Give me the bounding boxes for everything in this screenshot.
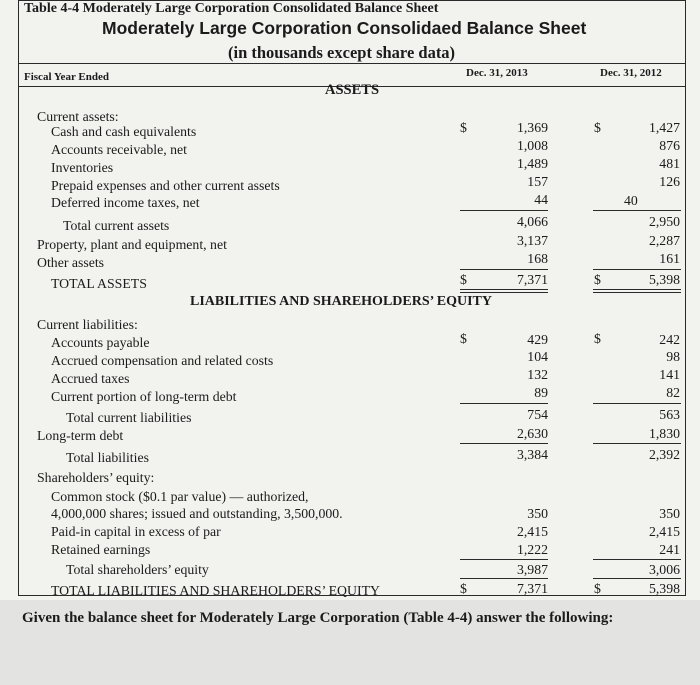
shareholders-equity-label: Shareholders’ equity: — [37, 470, 155, 485]
receivable-2013: 1,008 — [516, 138, 548, 153]
total-current-assets-2012: 2,950 — [648, 214, 680, 229]
accrued-comp-2013: 104 — [527, 349, 548, 364]
deferred-2013: 44 — [534, 192, 548, 207]
dollar-sign: $ — [460, 581, 467, 596]
dollar-sign: $ — [594, 272, 601, 287]
inventories-label: Inventories — [51, 160, 114, 175]
paid-in-capital-label: Paid-in capital in excess of par — [51, 524, 221, 539]
subtotal-rule — [593, 403, 681, 404]
subtotal-rule — [460, 210, 548, 211]
total-rule — [460, 578, 548, 579]
cash-2013: 1,369 — [516, 120, 548, 135]
dollar-sign: $ — [460, 120, 467, 135]
payable-label: Accounts payable — [51, 335, 150, 350]
dollar-sign: $ — [594, 581, 601, 596]
current-liabilities-label: Current liabilities: — [37, 317, 138, 332]
common-stock-line2: 4,000,000 shares; issued and outstanding, 3,500,000. — [51, 506, 343, 521]
retained-earnings-label: Retained earnings — [51, 542, 151, 557]
subtotal-rule — [460, 559, 548, 560]
prepaid-2013: 157 — [527, 174, 548, 189]
other-assets-2012: 161 — [659, 251, 680, 266]
retained-earnings-2013: 1,222 — [516, 542, 548, 557]
total-liabilities-label: Total liabilities — [66, 450, 149, 465]
deferred-2012: 40 — [624, 193, 638, 208]
total-rule — [593, 578, 681, 579]
column-header-2012: Dec. 31, 2012 — [600, 67, 662, 79]
subtotal-rule — [593, 559, 681, 560]
prepaid-2012: 126 — [659, 174, 680, 189]
dollar-sign: $ — [460, 272, 467, 287]
total-rule — [460, 292, 548, 293]
total-liabilities-2013: 3,384 — [516, 447, 548, 462]
total-current-assets-2013: 4,066 — [516, 214, 548, 229]
ppe-2012: 2,287 — [648, 233, 680, 248]
total-rule — [460, 289, 548, 290]
total-assets-2012: 5,398 — [648, 272, 680, 287]
payable-2012: 242 — [659, 332, 680, 347]
accrued-taxes-2013: 132 — [527, 367, 548, 382]
retained-earnings-2012: 241 — [659, 542, 680, 557]
subtotal-rule — [460, 403, 548, 404]
total-current-liabilities-2012: 563 — [659, 407, 680, 422]
total-liabilities-2012: 2,392 — [648, 447, 680, 462]
inventories-2013: 1,489 — [516, 156, 548, 171]
total-equity-2012: 3,006 — [648, 562, 680, 577]
question-text: Given the balance sheet for Moderately Large Corporation (Table 4-4) answer the following: — [22, 610, 614, 626]
column-header-2013: Dec. 31, 2013 — [466, 67, 528, 79]
total-rule — [593, 292, 681, 293]
subtotal-rule — [460, 269, 548, 270]
paid-in-capital-2012: 2,415 — [648, 524, 680, 539]
accrued-comp-label: Accrued compensation and related costs — [51, 353, 274, 368]
total-current-liabilities-2013: 754 — [527, 407, 548, 422]
cash-2012: 1,427 — [648, 120, 680, 135]
current-ltd-label: Current portion of long-term debt — [51, 389, 237, 404]
current-assets-label: Current assets: — [37, 109, 119, 124]
total-liabilities-equity-2013: 7,371 — [516, 581, 548, 596]
prepaid-label: Prepaid expenses and other current assets — [51, 178, 280, 193]
dollar-sign: $ — [594, 120, 601, 135]
total-rule — [593, 289, 681, 290]
ppe-label: Property, plant and equipment, net — [37, 237, 227, 252]
deferred-label: Deferred income taxes, net — [51, 195, 200, 210]
accrued-taxes-2012: 141 — [659, 367, 680, 382]
subtotal-rule — [593, 269, 681, 270]
common-stock-2013: 350 — [527, 506, 548, 521]
long-term-debt-2013: 2,630 — [516, 426, 548, 441]
inventories-2012: 481 — [659, 156, 680, 171]
subtotal-rule — [593, 443, 681, 444]
current-ltd-2012: 82 — [666, 385, 680, 400]
paid-in-capital-2013: 2,415 — [516, 524, 548, 539]
long-term-debt-2012: 1,830 — [648, 426, 680, 441]
long-term-debt-label: Long-term debt — [37, 428, 124, 443]
total-liabilities-equity-label: TOTAL LIABILITIES AND SHAREHOLDERS’ EQUITY — [51, 583, 380, 598]
ppe-2013: 3,137 — [516, 233, 548, 248]
cash-label: Cash and cash equivalents — [51, 124, 197, 139]
total-equity-2013: 3,987 — [516, 562, 548, 577]
total-current-assets-label: Total current assets — [63, 218, 170, 233]
total-assets-2013: 7,371 — [516, 272, 548, 287]
common-stock-line1: Common stock ($0.1 par value) — authorized, — [51, 489, 309, 504]
liabilities-heading: LIABILITIES AND SHAREHOLDERS’ EQUITY — [190, 294, 492, 309]
total-assets-label: TOTAL ASSETS — [51, 276, 147, 291]
accrued-comp-2012: 98 — [666, 349, 680, 364]
other-assets-label: Other assets — [37, 255, 105, 270]
table-subtitle: (in thousands except share data) — [228, 43, 456, 62]
total-current-liabilities-label: Total current liabilities — [66, 410, 192, 425]
fiscal-year-label: Fiscal Year Ended — [24, 71, 109, 83]
subtotal-rule — [460, 443, 548, 444]
dollar-sign: $ — [460, 331, 467, 346]
subtotal-rule — [593, 210, 681, 211]
total-liabilities-equity-2012: 5,398 — [648, 581, 680, 596]
dollar-sign: $ — [594, 331, 601, 346]
total-equity-label: Total shareholders’ equity — [66, 562, 209, 577]
receivable-2012: 876 — [659, 138, 680, 153]
table-title: Moderately Large Corporation Consolidaed Balance Sheet — [102, 18, 587, 38]
common-stock-2012: 350 — [659, 506, 680, 521]
other-assets-2013: 168 — [527, 251, 548, 266]
assets-heading: ASSETS — [325, 82, 380, 98]
payable-2013: 429 — [527, 332, 548, 347]
accrued-taxes-label: Accrued taxes — [51, 371, 130, 386]
header-rule-top — [18, 63, 686, 64]
table-caption: Table 4-4 Moderately Large Corporation Consolidated Balance Sheet — [24, 1, 439, 16]
receivable-label: Accounts receivable, net — [51, 142, 187, 157]
current-ltd-2013: 89 — [534, 385, 548, 400]
